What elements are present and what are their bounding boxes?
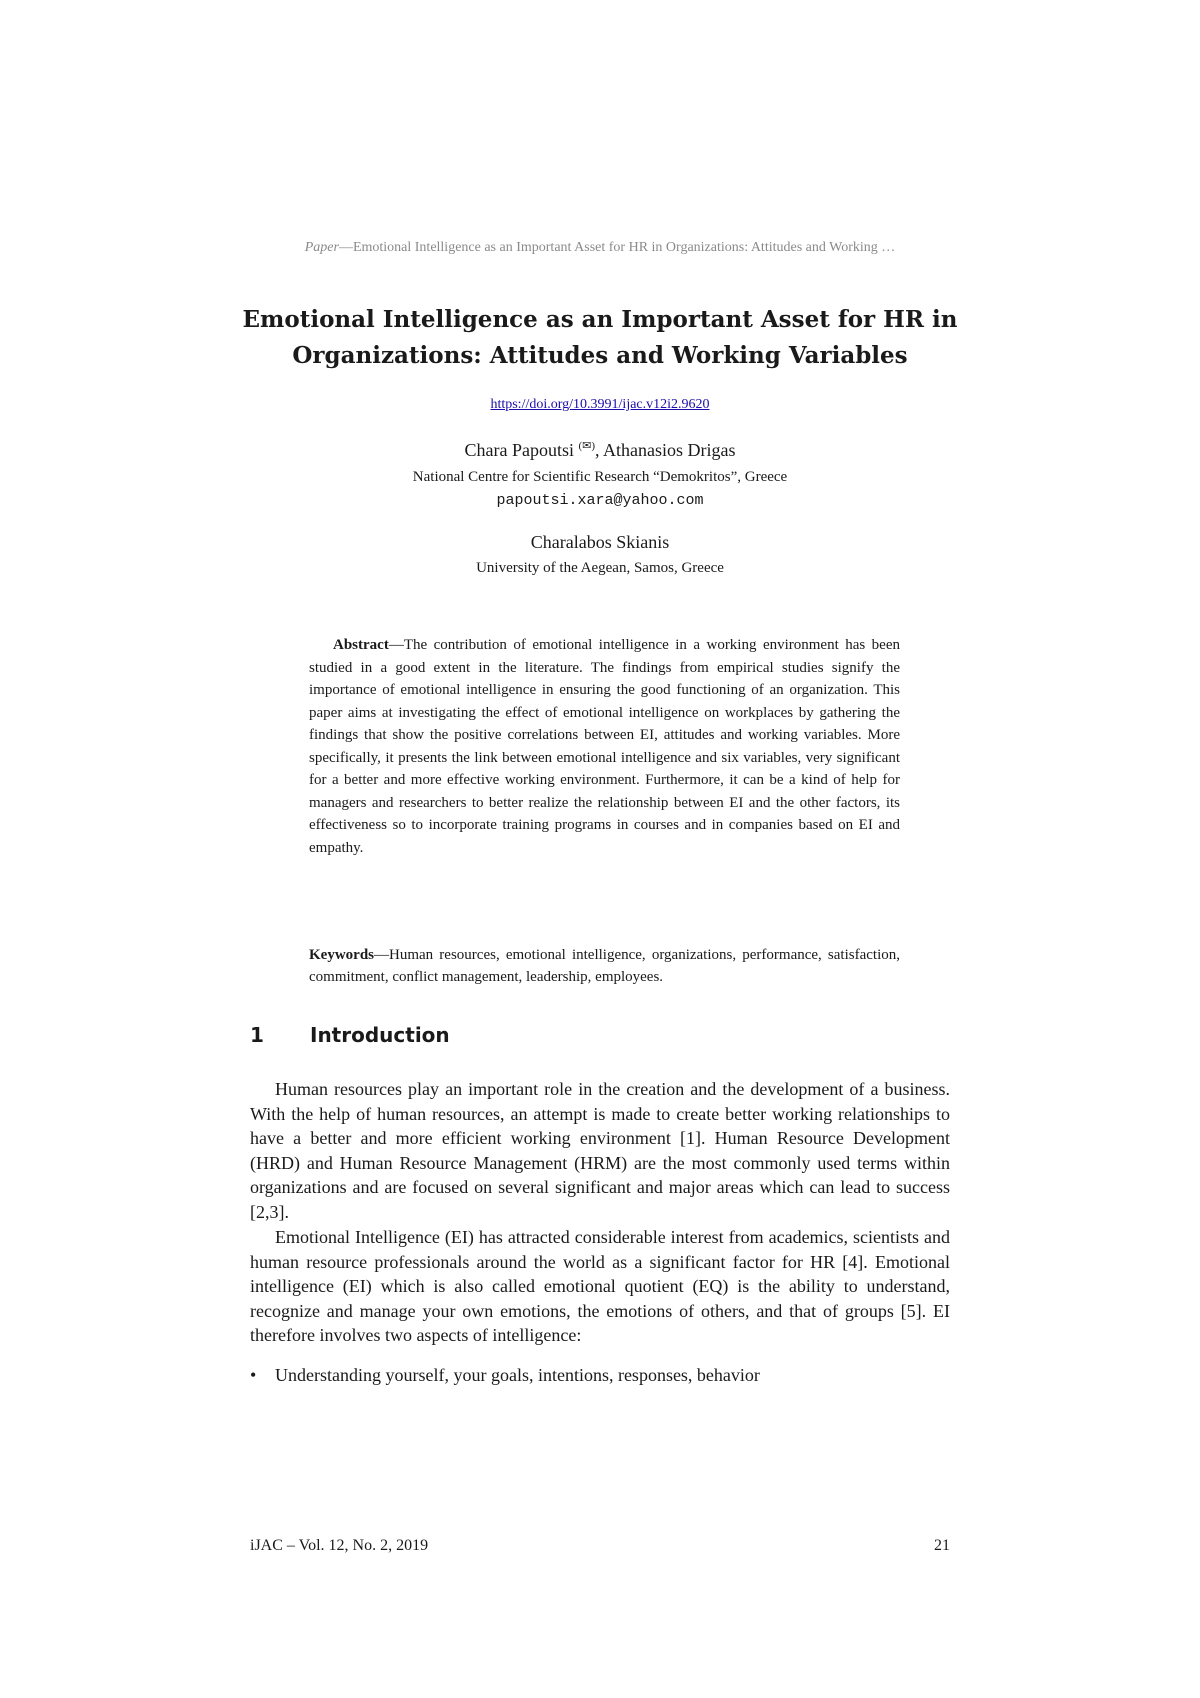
running-header-label: Paper [304,240,339,255]
abstract-text: —The contribution of emotional intelligence in a working environment has been studied in a good extent in the literature. The findings from empirical studies signify the importance of emotional intelligence in ensuring the good functioning of an organization. This paper aims at investigating the effect of emotional intelligence on workplaces by gathering the findings that show the positive correlations between EI, attitudes and working variables. More specifically, it presents the link between emotional intelligence and six variables, very significant for a better and more effective working environment. Furthermore, it can be a kind of help for managers and researchers to better realize the relationship between EI and the other factors, its effectiveness so to incorporate training programs in courses and in companies based on EI and empathy. [309,637,900,856]
author-line-1 [0,440,1200,461]
running-header [0,240,1200,256]
footer-page-number: 21 [934,1537,950,1554]
affiliation-1: National Centre for Scientific Research “Demokritos”, Greece [412,469,788,485]
bullet-text: Understanding yourself, your goals, intentions, responses, behavior [275,1365,760,1385]
affiliation-2: University of the Aegean, Samos, Greece [476,560,724,576]
author-line-2: Charalabos Skianis [530,532,670,552]
section-heading-introduction [250,1023,450,1047]
bullet-dot-icon: • [250,1365,257,1385]
author-name-papoutsi: Chara Papoutsi [464,440,574,460]
author-email: papoutsi.xara@yahoo.com [496,492,704,509]
bullet-item [250,1363,950,1387]
section-title: Introduction [310,1023,450,1047]
abstract-label: Abstract [333,637,389,653]
keywords-text: —Human resources, emotional intelligence, organizations, performance, satisfaction, commitment, conflict management, leadership, employees. [309,947,900,985]
keywords-label: Keywords [309,947,374,963]
section-number: 1 [250,1023,264,1047]
doi-link[interactable]: https://doi.org/10.3991/ijac.v12i2.9620 [490,397,710,412]
paper-title: Emotional Intelligence as an Important Asset for HR in Organizations: Attitudes and Working Variables [242,306,958,369]
footer-journal: iJAC – Vol. 12, No. 2, 2019 [250,1537,429,1554]
mail-icon: (✉) [578,440,596,452]
abstract [309,634,900,859]
keywords [309,944,900,988]
author-name-drigas: , Athanasios Drigas [595,440,736,460]
body-paragraph-2: Emotional Intelligence (EI) has attracted considerable interest from academics, scientists and human resource professionals around the world as a significant factor for HR [4]. Emotional intelligence (EI) which is also called emotional quotient (EQ) is the ability to understand, recognize and manage your own emotions, the emotions of others, and that of groups [5]. EI therefore involves two aspects of intelligence: [250,1227,950,1346]
body-paragraph-1: Human resources play an important role in the creation and the development of a business. With the help of human resources, an attempt is made to create better working relationships to have a better and more efficient working environment [1]. Human Resource Development (HRD) and Human Resource Management (HRM) are the most commonly used terms within organizations and are focused on several significant and major areas which can lead to success [2,3]. [250,1079,950,1222]
running-header-text: —Emotional Intelligence as an Important Asset for HR in Organizations: Attitudes and Working … [338,240,896,255]
